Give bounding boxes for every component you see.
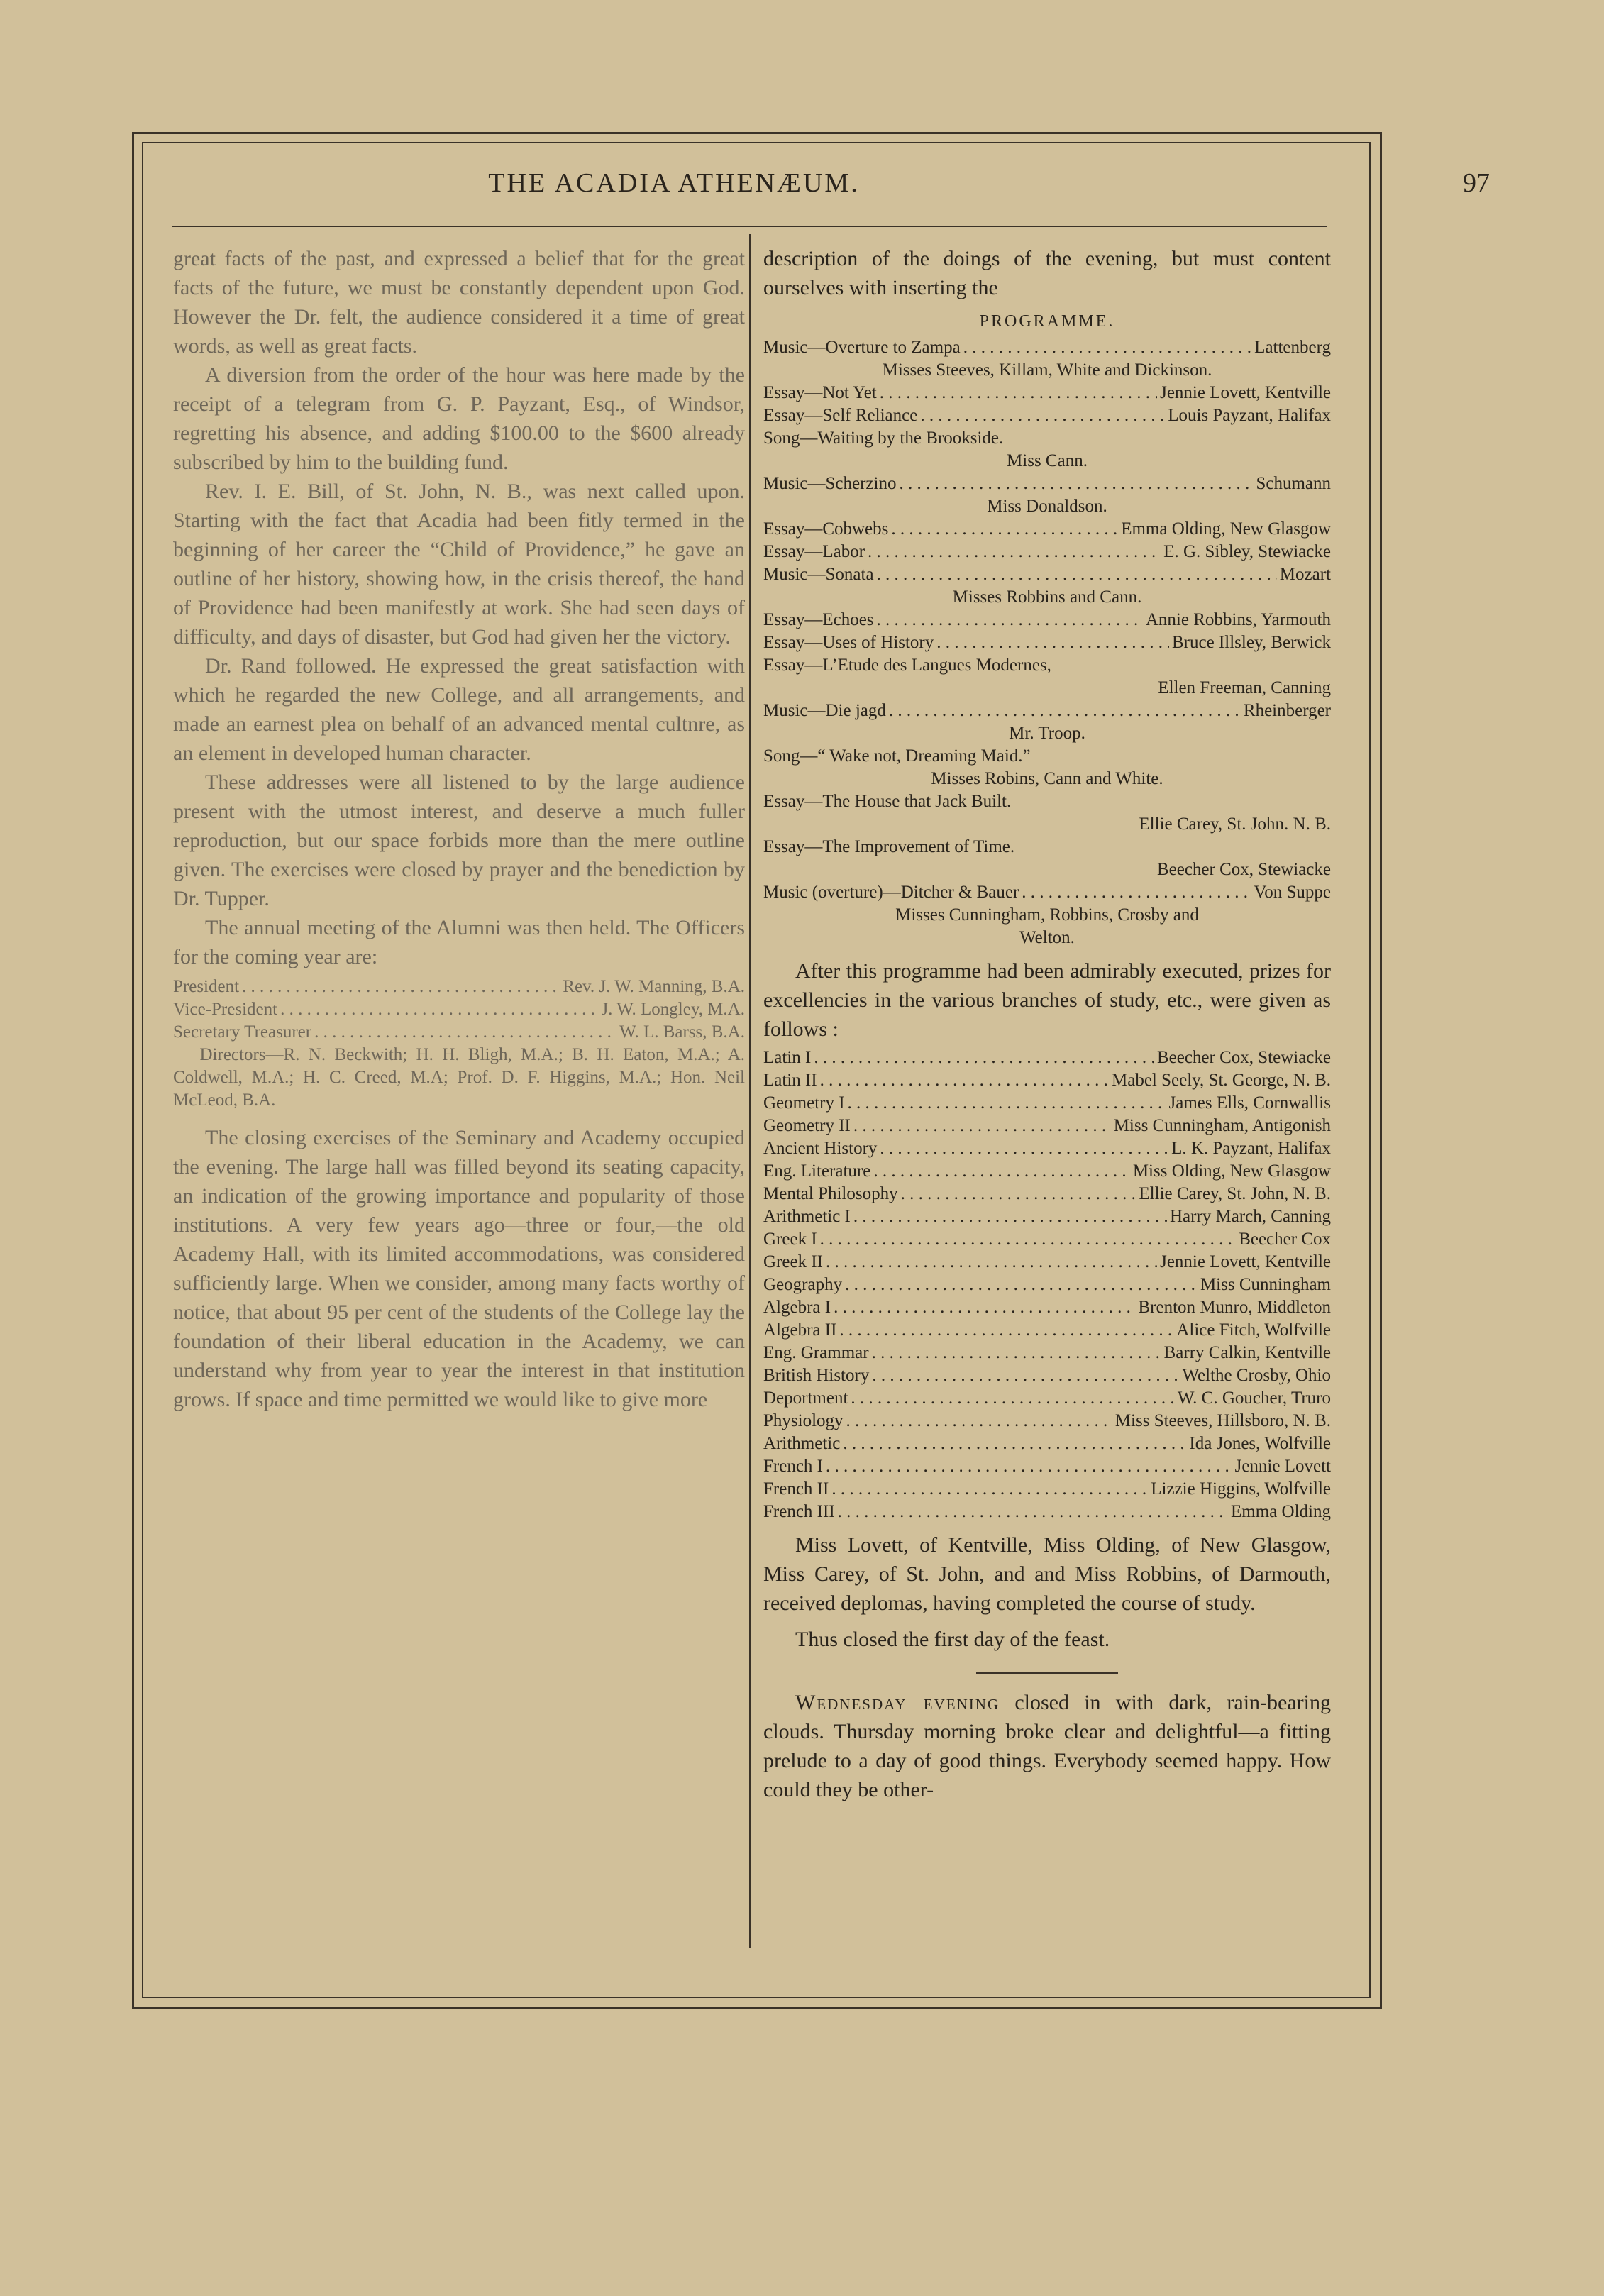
- officer-name: J. W. Longley, M.A.: [601, 1000, 745, 1019]
- paragraph-text: closed in with dark, rain-bearing clouds. Thursday morning broke clear and delightful—a fitting prelude to a day of good things. Everybody seemed happy. How could they be other-: [763, 1691, 1331, 1801]
- prize-winner: Jennie Lovett, Kentville: [1160, 1252, 1331, 1271]
- section-rule: [976, 1672, 1118, 1674]
- prize-row: [763, 1364, 1331, 1387]
- page-number: 97: [1463, 168, 1490, 198]
- programme-item: [763, 518, 1331, 541]
- paragraph: [763, 1688, 1331, 1804]
- prize-subject: Algebra I: [763, 1298, 831, 1317]
- programme-item-title: Song—“ Wake not, Dreaming Maid.”: [763, 746, 1031, 766]
- prize-subject: French III: [763, 1502, 835, 1521]
- left-column: [173, 244, 745, 1414]
- paragraph: great facts of the past, and expressed a belief that for the great facts of the future, we must be constantly dependent upon God. However the Dr. felt, the audience considered it a time of great words, as well as great facts.: [173, 247, 745, 358]
- programme-item-performer: Lattenberg: [1254, 338, 1331, 357]
- programme-item-title: Music—Scherzino: [763, 474, 897, 493]
- prize-subject: French II: [763, 1479, 829, 1499]
- officer-name: Rev. J. W. Manning, B.A.: [563, 977, 745, 996]
- prize-row: [763, 1455, 1331, 1478]
- programme-item: [763, 609, 1331, 631]
- programme-item-title: Essay—Labor: [763, 542, 865, 561]
- prize-row: [763, 1433, 1331, 1455]
- programme-item: [763, 336, 1331, 359]
- prize-winner: Ellie Carey, St. John, N. B.: [1139, 1184, 1331, 1203]
- prize-winner: Beecher Cox: [1239, 1230, 1331, 1249]
- paragraph: Dr. Rand followed. He expressed the great satisfaction with which he regarded the new College, and all arrangements, and made an earnest plea on behalf of an advanced mental cultnre, as an element in developed human character.: [173, 654, 745, 765]
- prize-winner: Welthe Crosby, Ohio: [1182, 1366, 1331, 1385]
- paragraph: Miss Lovett, of Kentville, Miss Olding, of New Glasgow, Miss Carey, of St. John, and and Miss Robbins, of Darmouth, received deplomas, having completed the course of study.: [763, 1533, 1331, 1615]
- prize-row: [763, 1092, 1331, 1115]
- prize-row: [763, 1478, 1331, 1501]
- programme-item-title: Essay—The House that Jack Built.: [763, 792, 1012, 811]
- prize-row: [763, 1501, 1331, 1523]
- programme-item: [763, 541, 1331, 563]
- right-column: [763, 244, 1331, 1804]
- programme-item-title: Essay—Echoes: [763, 610, 874, 629]
- programme-performers: Ellie Carey, St. John. N. B.: [1139, 815, 1331, 834]
- paragraph: The annual meeting of the Alumni was then held. The Officers for the coming year are:: [173, 916, 745, 968]
- prize-row: [763, 1296, 1331, 1319]
- officer-row: [173, 1021, 745, 1044]
- prize-subject: Mental Philosophy: [763, 1184, 898, 1203]
- officer-row: [173, 998, 745, 1021]
- prize-subject: Latin II: [763, 1071, 817, 1090]
- prize-row: [763, 1160, 1331, 1183]
- prize-winner: Miss Steeves, Hillsboro, N. B.: [1114, 1411, 1331, 1430]
- prize-subject: Deportment: [763, 1389, 848, 1408]
- prize-row: [763, 1047, 1331, 1069]
- officers-list: [173, 976, 745, 1112]
- prize-subject: Algebra II: [763, 1320, 837, 1340]
- programme-item: [763, 631, 1331, 654]
- programme-performers: Misses Robbins and Cann.: [952, 587, 1142, 607]
- programme-item: [763, 404, 1331, 427]
- programme-performers: Welton.: [1019, 928, 1075, 947]
- officer-role: President: [173, 977, 240, 996]
- prize-winner: Emma Olding: [1231, 1502, 1331, 1521]
- prize-row: [763, 1115, 1331, 1137]
- programme-item: [763, 382, 1331, 404]
- programme-item-performer: Mozart: [1279, 565, 1331, 584]
- officer-row: [173, 976, 745, 998]
- prize-subject: Eng. Literature: [763, 1161, 871, 1181]
- programme-item-title: Music—Sonata: [763, 565, 874, 584]
- prize-subject: Latin I: [763, 1048, 812, 1067]
- programme-item-performer: Emma Olding, New Glasgow: [1121, 519, 1331, 539]
- prize-row: [763, 1387, 1331, 1410]
- programme-item-performer: Schumann: [1256, 474, 1331, 493]
- paragraph: Rev. I. E. Bill, of St. John, N. B., was next called upon. Starting with the fact that Acadia had been fitly termed in the beginning of her career the “Child of Providence,” he gave an outline of her history, showing how, in the crisis thereof, the hand of Providence had been manifestly at work. She had seen days of difficulty, and days of disaster, but God had given her the victory.: [173, 480, 745, 648]
- programme-item-performer: Von Suppe: [1254, 883, 1331, 902]
- programme-item-title: Essay—Cobwebs: [763, 519, 889, 539]
- prize-subject: French I: [763, 1457, 823, 1476]
- programme-performers: Miss Cann.: [1007, 451, 1088, 470]
- journal-title: THE ACADIA ATHENÆUM.: [488, 168, 860, 198]
- programme-performers: Misses Robins, Cann and White.: [931, 769, 1163, 788]
- column-divider: [749, 234, 751, 1948]
- paragraph: After this programme had been admirably executed, prizes for excellencies in the various branches of study, etc., were given as follows :: [763, 959, 1331, 1041]
- prize-subject: Ancient History: [763, 1139, 878, 1158]
- prize-row: [763, 1274, 1331, 1296]
- prize-subject: Geometry I: [763, 1093, 845, 1113]
- prize-winner: Lizzie Higgins, Wolfville: [1151, 1479, 1331, 1499]
- programme-item-title: Essay—L’Etude des Langues Modernes,: [763, 656, 1051, 675]
- programme-performers: Mr. Troop.: [1009, 724, 1085, 743]
- programme-performers: Misses Cunningham, Robbins, Crosby and: [895, 905, 1199, 925]
- paragraph: These addresses were all listened to by the large audience present with the utmost interest, and deserve a much fuller reproduction, but our space forbids more than the mere outline given. The exercises were closed by prayer and the benediction by Dr. Tupper.: [173, 771, 745, 910]
- prize-row: [763, 1342, 1331, 1364]
- prize-winner: W. C. Goucher, Truro: [1177, 1389, 1331, 1408]
- paragraph: The closing exercises of the Seminary and Academy occupied the evening. The large hall was filled beyond its seating capacity, an indication of the growing importance and popularity of those institutions. A very few years ago—three or four,—the old Academy Hall, with its limited accommodations, was considered sufficiently large. When we consider, among many facts worthy of notice, that about 95 per cent of the students of the College lay the foundation of their liberal education in the Academy, we can understand why from year to year the interest in that institution grows. If space and time permitted we would like to give more: [173, 1126, 745, 1411]
- prize-subject: Greek II: [763, 1252, 823, 1271]
- programme-performers: Miss Donaldson.: [987, 497, 1107, 516]
- officer-name: W. L. Barss, B.A.: [619, 1022, 745, 1042]
- prize-winner: Miss Cunningham, Antigonish: [1113, 1116, 1331, 1135]
- prize-subject: Eng. Grammar: [763, 1343, 869, 1362]
- programme-item: [763, 563, 1331, 586]
- programme-item-title: Essay—Self Reliance: [763, 406, 918, 425]
- paragraph: Thus closed the first day of the feast.: [795, 1628, 1110, 1651]
- prize-winner: Miss Olding, New Glasgow: [1132, 1161, 1331, 1181]
- programme-item: [763, 881, 1331, 904]
- prize-winner: James Ells, Cornwallis: [1168, 1093, 1331, 1113]
- paragraph: description of the doings of the evening, but must content ourselves with inserting the: [763, 247, 1331, 299]
- programme-item-performer: Annie Robbins, Yarmouth: [1145, 610, 1331, 629]
- programme-item-performer: Jennie Lovett, Kentville: [1160, 383, 1331, 402]
- programme-item-title: Music—Die jagd: [763, 701, 886, 720]
- programme-list: [763, 336, 1331, 949]
- prize-winner: Alice Fitch, Wolfville: [1176, 1320, 1331, 1340]
- paragraph: A diversion from the order of the hour was here made by the receipt of a telegram from G. P. Payzant, Esq., of Windsor, regretting his absence, and adding $100.00 to the $600 already subscribed by him to the building fund.: [173, 363, 745, 474]
- prize-winner: Mabel Seely, St. George, N. B.: [1112, 1071, 1331, 1090]
- prize-subject: Arithmetic I: [763, 1207, 851, 1226]
- prize-row: [763, 1319, 1331, 1342]
- prize-winner: L. K. Payzant, Halifax: [1171, 1139, 1331, 1158]
- programme-item: [763, 473, 1331, 495]
- prize-subject: Arithmetic: [763, 1434, 841, 1453]
- prize-winner: Jennie Lovett: [1234, 1457, 1331, 1476]
- prize-row: [763, 1251, 1331, 1274]
- running-header: [142, 167, 1490, 210]
- programme-item-title: Essay—Uses of History: [763, 633, 934, 652]
- prize-row: [763, 1137, 1331, 1160]
- programme-item-title: Music—Overture to Zampa: [763, 338, 961, 357]
- programme-performers: Misses Steeves, Killam, White and Dickinson.: [882, 360, 1212, 380]
- officer-role: Vice-President: [173, 1000, 278, 1019]
- prize-subject: Physiology: [763, 1411, 844, 1430]
- prize-winner: Brenton Munro, Middleton: [1138, 1298, 1331, 1317]
- programme-performers: Ellen Freeman, Canning: [1158, 678, 1331, 697]
- prize-row: [763, 1069, 1331, 1092]
- directors: Directors—R. N. Beckwith; H. H. Bligh, M.A.; B. H. Eaton, M.A.; A. Coldwell, M.A.; H. C. Creed, M.A; Prof. D. F. Higgins, M.A.; Hon. Neil McLeod, B.A.: [173, 1045, 745, 1110]
- programme-performers: Beecher Cox, Stewiacke: [1156, 860, 1331, 879]
- lead-in: Wednesday evening: [795, 1691, 1000, 1714]
- prize-subject: Greek I: [763, 1230, 817, 1249]
- prize-winner: Harry March, Canning: [1169, 1207, 1331, 1226]
- programme-item-title: Essay—Not Yet: [763, 383, 877, 402]
- prize-winner: Barry Calkin, Kentville: [1163, 1343, 1331, 1362]
- prize-subject: Geometry II: [763, 1116, 851, 1135]
- prize-subject: Geography: [763, 1275, 843, 1294]
- programme-heading: PROGRAMME.: [979, 312, 1115, 331]
- header-rule: [172, 226, 1327, 227]
- prize-winner: Miss Cunningham: [1200, 1275, 1331, 1294]
- prize-row: [763, 1410, 1331, 1433]
- prizes-list: [763, 1047, 1331, 1523]
- programme-item: [763, 700, 1331, 722]
- programme-item-title: Music (overture)—Ditcher & Bauer: [763, 883, 1019, 902]
- officer-role: Secretary Treasurer: [173, 1022, 312, 1042]
- programme-item-title: Essay—The Improvement of Time.: [763, 837, 1015, 856]
- prize-row: [763, 1183, 1331, 1205]
- programme-item-performer: Bruce Illsley, Berwick: [1172, 633, 1331, 652]
- prize-row: [763, 1228, 1331, 1251]
- prize-winner: Beecher Cox, Stewiacke: [1156, 1048, 1331, 1067]
- programme-item-title: Song—Waiting by the Brookside.: [763, 429, 1004, 448]
- programme-item-performer: Louis Payzant, Halifax: [1168, 406, 1331, 425]
- programme-item-performer: Rheinberger: [1243, 701, 1331, 720]
- prize-row: [763, 1205, 1331, 1228]
- prize-subject: British History: [763, 1366, 870, 1385]
- programme-item-performer: E. G. Sibley, Stewiacke: [1163, 542, 1331, 561]
- prize-winner: Ida Jones, Wolfville: [1189, 1434, 1331, 1453]
